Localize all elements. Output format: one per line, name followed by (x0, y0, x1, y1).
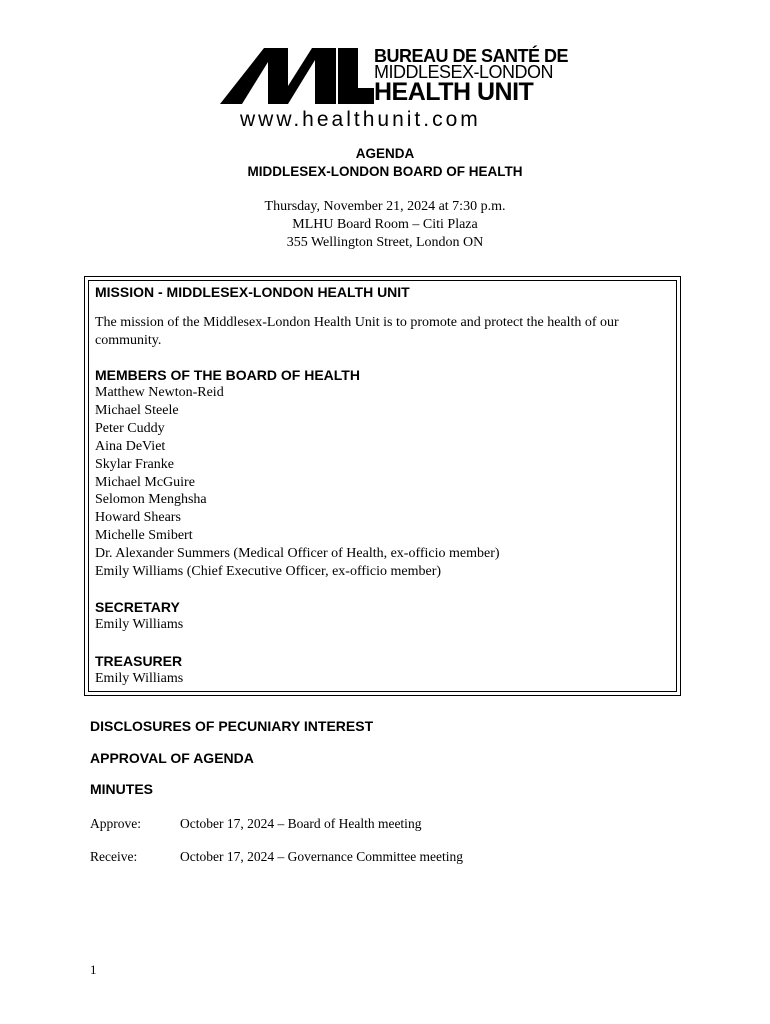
disclosures-heading: DISCLOSURES OF PECUNIARY INTEREST (90, 718, 374, 734)
members-list (95, 384, 500, 581)
member-name: Michael Steele (95, 402, 179, 418)
mission-text-line-1: The mission of the Middlesex-London Health Unit is to promote and protect the health of our (95, 315, 619, 330)
member-name: Peter Cuddy (95, 420, 165, 436)
board-title: MIDDLESEX-LONDON BOARD OF HEALTH (247, 164, 523, 179)
page-number: 1 (90, 962, 97, 977)
member-name: Aina DeViet (95, 438, 166, 454)
member-name: Michelle Smibert (95, 528, 193, 544)
treasurer-name: Emily Williams (95, 671, 184, 686)
mission-heading: MISSION - MIDDLESEX-LONDON HEALTH UNIT (95, 284, 410, 300)
logo-line-1: BUREAU DE SANTÉ DE (374, 46, 569, 66)
approval-heading: APPROVAL OF AGENDA (90, 750, 254, 766)
member-name: Matthew Newton-Reid (95, 385, 224, 400)
member-name: Michael McGuire (95, 474, 195, 490)
receive-label: Receive: (90, 849, 138, 864)
approve-label: Approve: (90, 816, 141, 831)
member-name: Howard Shears (95, 510, 181, 526)
approve-value: October 17, 2024 – Board of Health meeting (180, 816, 422, 831)
member-name: Skylar Franke (95, 456, 174, 472)
meeting-address: 355 Wellington Street, London ON (286, 235, 484, 250)
agenda-title: AGENDA (355, 146, 415, 161)
ml-logo-mark-icon (220, 44, 374, 106)
mission-text-line-2: community. (95, 333, 162, 348)
logo-line-3: HEALTH UNIT (374, 78, 534, 106)
receive-value: October 17, 2024 – Governance Committee meeting (180, 849, 464, 864)
secretary-heading: SECRETARY (95, 599, 180, 615)
health-unit-logo (220, 44, 569, 134)
meeting-date: Thursday, November 21, 2024 at 7:30 p.m. (264, 199, 506, 214)
member-name: Dr. Alexander Summers (Medical Officer of Health, ex-officio member) (95, 546, 500, 562)
member-name: Emily Williams (Chief Executive Officer, ex-officio member) (95, 564, 442, 580)
member-name: Selomon Menghsha (95, 492, 207, 508)
logo-url: www.healthunit.com (240, 108, 481, 131)
secretary-name: Emily Williams (95, 617, 184, 632)
members-heading: MEMBERS OF THE BOARD OF HEALTH (95, 367, 360, 383)
meeting-room: MLHU Board Room – Citi Plaza (292, 217, 478, 232)
treasurer-heading: TREASURER (95, 653, 183, 669)
minutes-heading: MINUTES (90, 781, 153, 797)
logo-line-2: MIDDLESEX-LONDON (374, 62, 554, 82)
